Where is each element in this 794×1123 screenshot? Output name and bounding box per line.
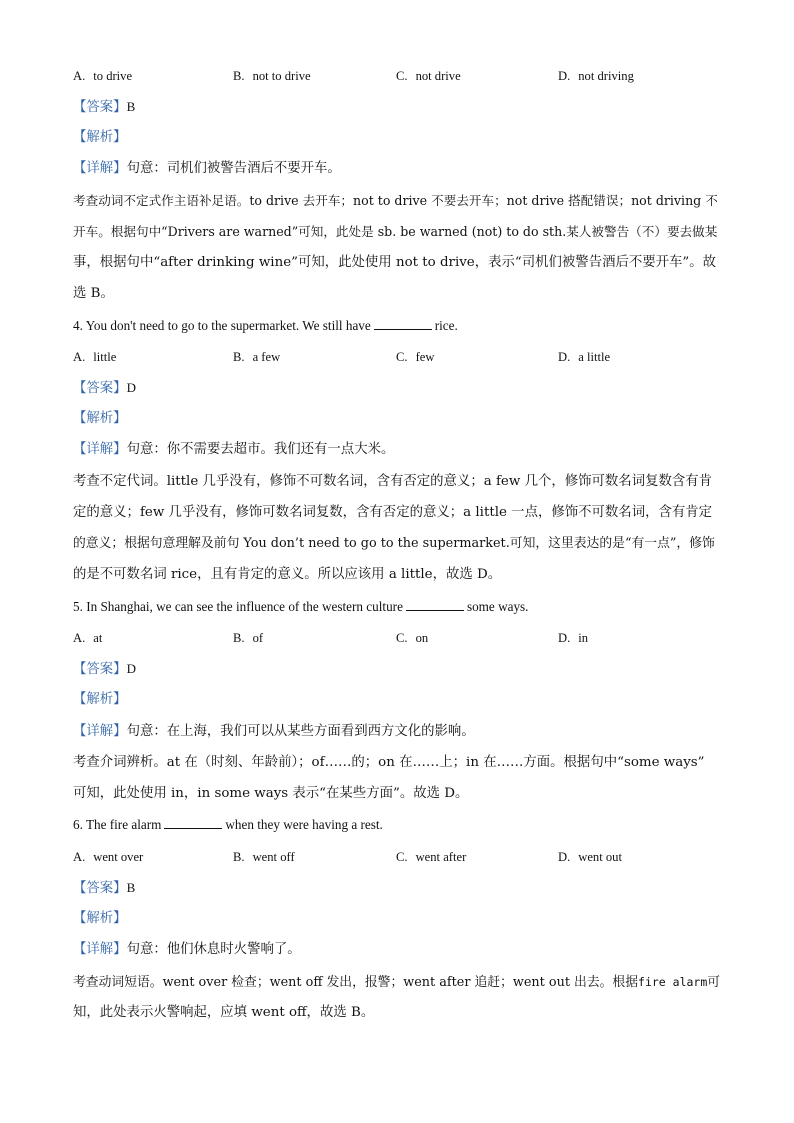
q6-code-phrase: fire alarm bbox=[638, 975, 708, 989]
q3-detail: 【详解】句意：司机们被警告酒后不要开车。 bbox=[73, 161, 341, 176]
q3-option-a[interactable]: A. to drive bbox=[73, 69, 133, 83]
q3-explanation-line-2: 开车。根据句中“Drivers are warned”可知，此处是 sb. be warned (not) to do sth.某人被警告（不）要去做某 bbox=[73, 224, 718, 239]
q4-answer: 【答案】D bbox=[73, 380, 136, 396]
q4-option-b[interactable]: B. a few bbox=[233, 350, 281, 364]
q5-explanation-line-1: 考查介词辨析。at 在（时刻、年龄前）；of……的；on 在……上；in 在……方面。根据句中“some ways” bbox=[73, 755, 705, 770]
q3-explanation-line-3: 事，根据句中“after drinking wine”可知，此处使用 not to drive，表示“司机们被警告酒后不要开车”。故 bbox=[73, 255, 717, 270]
q6-answer: 【答案】B bbox=[73, 880, 136, 896]
q3-explanation-line-4: 选 B。 bbox=[73, 286, 114, 301]
q4-detail: 【详解】句意：你不需要去超市。我们还有一点大米。 bbox=[73, 442, 395, 457]
q3-answer: 【答案】B bbox=[73, 99, 136, 115]
q5-blank bbox=[406, 600, 464, 611]
q5-analysis-heading: 【解析】 bbox=[73, 692, 127, 707]
q4-option-c[interactable]: C. few bbox=[396, 350, 435, 364]
q5-option-d[interactable]: D. in bbox=[558, 631, 589, 645]
q5-option-a[interactable]: A. at bbox=[73, 631, 103, 645]
q6-explanation-line-2: 知，此处表示火警响起，应填 went off，故选 B。 bbox=[73, 1005, 375, 1020]
q4-explanation-line-1: 考查不定代词。little 几乎没有，修饰不可数名词，含有否定的意义；a few 几个，修饰可数名词复数含有肯 bbox=[73, 474, 713, 489]
q4-option-a[interactable]: A. little bbox=[73, 350, 117, 364]
q6-option-c[interactable]: C. went after bbox=[396, 850, 467, 864]
q5-option-c[interactable]: C. on bbox=[396, 631, 429, 645]
q6-stem: 6. The fire alarm when they were having a rest. bbox=[73, 817, 383, 832]
q6-option-b[interactable]: B. went off bbox=[233, 850, 295, 864]
q4-stem: 4. You don't need to go to the supermarket. We still have rice. bbox=[73, 318, 458, 333]
q4-option-d[interactable]: D. a little bbox=[558, 350, 611, 364]
q6-option-a[interactable]: A. went over bbox=[73, 850, 144, 864]
q4-explanation-line-4: 的是不可数名词 rice，且有肯定的意义。所以应该用 a little，故选 D。 bbox=[73, 567, 502, 582]
q6-detail: 【详解】句意：他们休息时火警响了。 bbox=[73, 942, 301, 957]
q6-explanation-line-1: 考查动词短语。went over 检查；went off 发出，报警；went after 追赶；went out 出去。根据fire alarm可 bbox=[73, 975, 721, 990]
q3-explanation-line-1: 考查动词不定式作主语补足语。to drive 去开车；not to drive 不要去开车；not drive 搭配错误；not driving 不 bbox=[73, 193, 718, 208]
q5-detail: 【详解】句意：在上海，我们可以从某些方面看到西方文化的影响。 bbox=[73, 724, 475, 739]
q4-explanation-line-2: 定的意义；few 几乎没有，修饰可数名词复数，含有否定的意义；a little 一点，修饰不可数名词，含有肯定 bbox=[73, 505, 713, 520]
q5-stem: 5. In Shanghai, we can see the influence of the western culture some ways. bbox=[73, 599, 529, 614]
q5-explanation-line-2: 可知，此处使用 in，in some ways 表示“在某些方面”。故选 D。 bbox=[73, 786, 469, 801]
q4-explanation-line-3: 的意义；根据句意理解及前句 You don’t need to go to the supermarket.可知，这里表达的是“有一点”，修饰 bbox=[73, 536, 715, 551]
q3-option-d[interactable]: D. not driving bbox=[558, 69, 634, 83]
q3-analysis-heading: 【解析】 bbox=[73, 130, 127, 145]
q4-blank bbox=[374, 319, 432, 330]
q4-analysis-heading: 【解析】 bbox=[73, 411, 127, 426]
q3-option-c[interactable]: C. not drive bbox=[396, 69, 461, 83]
q6-analysis-heading: 【解析】 bbox=[73, 911, 127, 926]
q3-option-b[interactable]: B. not to drive bbox=[233, 69, 311, 83]
q6-blank bbox=[164, 818, 222, 829]
q6-option-d[interactable]: D. went out bbox=[558, 850, 622, 864]
q5-option-b[interactable]: B. of bbox=[233, 631, 264, 645]
q5-answer: 【答案】D bbox=[73, 661, 136, 677]
